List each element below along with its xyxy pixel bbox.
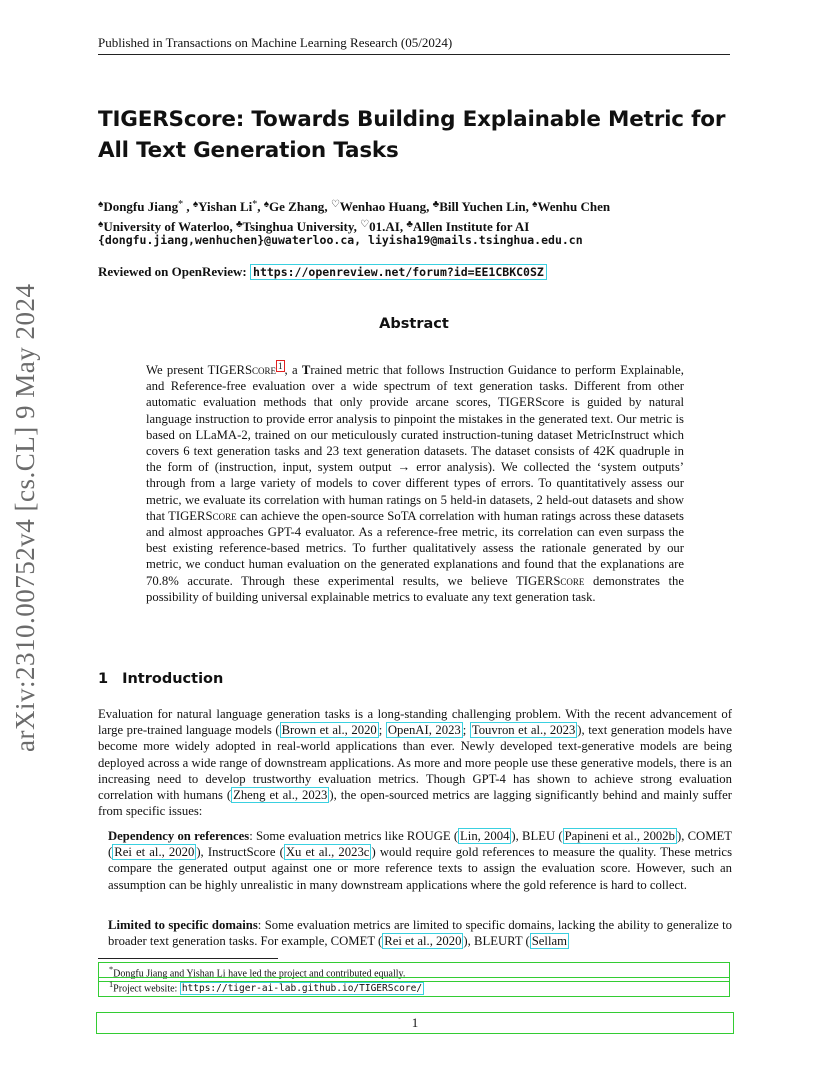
citation-link[interactable]: Zheng et al., 2023 (233, 788, 328, 803)
footnote-rule (98, 958, 278, 959)
section-heading: 1 Introduction (98, 671, 224, 687)
citation-link[interactable]: Brown et al., 2020 (281, 723, 377, 738)
author-emails: {dongfu.jiang,wenhuchen}@uwaterloo.ca, liyisha19@mails.tsinghua.edu.cn (98, 233, 583, 247)
abstract-body: We present TIGERScore $^1$ , a Trained metric that follows Instruction Guidance to perform Explainable, and Reference-free evaluation over a wide spectrum of text generation tasks. Different from other automatic evaluation methods that only provide arcane scores, TIGERScore is guided by natural language instruction to provide error analysis to pinpoint the mistakes in the generated text. Our metric is based on LLaMA-2, trained on our meticulously curated instruction-tuning dataset MetricInstruct which covers 6 text generation tasks and 23 text generation datasets. The dataset consists of 42K quadruple in the form of (instruction, input, system output → error analysis). We collected the ‘system outputs’ through from a large variety of models to cover different types of errors. To quantitatively assess our metric, we evaluate its correlation with human ratings on 5 held-in datasets, 2 held-out datasets and show that TIGERScore can achieve the open-source SoTA correlation with human ratings across these datasets and almost approaches GPT-4 evaluator. As a reference-free metric, its correlation can even surpass the best existing reference-based metrics. To further qualitatively assess the rationale generated by our metric, we conduct human evaluation on the generated explanations and found that the explanations are 70.8% accurate. Through these experimental results, we believe TIGERScore demonstrates the possibility of building universal explainable metrics to evaluate any text generation task. (146, 361, 685, 604)
footnote-2: $^1$Project website: https://tiger-ai-lab.github.io/TIGERScore/ (98, 977, 730, 997)
citation-link[interactable]: Papineni et al., 2002b (564, 829, 675, 843)
citation-link[interactable]: OpenAI, 2023 (387, 723, 461, 738)
issue-item-domains: Limited to specific domains: Some evaluation metrics are limited to specific domains, lacking the ability to generalize to broader text generation tasks. For example, COMET ( Rei et al., 2020 ), BLEURT ( Sellam (108, 918, 732, 949)
author-list (98, 196, 738, 236)
page-number: 1 (96, 1012, 734, 1034)
citation-link[interactable]: Rei et al., 2020 (114, 845, 195, 860)
issue-item-references: Dependency on references: Some evaluation metrics like ROUGE ( Lin, 2004 ), BLEU ( Papineni et al., 2002b ), COMET ( Rei et al., 2020 ), InstructScore ( Xu et al., 2023c ) would require gold references to measure the quality. These metrics compare the generated output against one or more reference texts to assign the evaluation score. However, such an assumption can be highly unrealistic in many downstream applications where the gold reference is hard to collect. (108, 829, 733, 892)
openreview-link[interactable]: https://openreview.net/forum?id=EE1CBKC0SZ (250, 264, 547, 280)
citation-link[interactable]: Sellam (531, 934, 567, 949)
intro-paragraph: Evaluation for natural language generation tasks is a long-standing challenging problem. With the recent advancement of large pre-trained language models ( Brown et al., 2020 ; OpenAI, 2023 ; Touvron et al., 2023 ), text generation models have become more widely adopted in real-world applications than ever. Newly developed text-generative models are being deployed across a wide range of downstream applications. As more and more people use these generative models, there is an increasing need to develop trustworthy evaluation metrics. Though GPT-4 has shown to achieve strong evaluation correlation with humans ( Zheng et al., 2023 ), the open-sourced metrics are lagging significantly behind and mainly suffer from specific issues: (98, 707, 732, 819)
abstract-heading: Abstract (379, 316, 449, 332)
citation-link[interactable]: Rei et al., 2020 (384, 934, 462, 949)
reviewed-label: Reviewed on OpenReview: (98, 264, 247, 279)
citation-link[interactable]: Lin, 2004 (460, 829, 510, 843)
footnote-link[interactable]: 1 (278, 361, 283, 371)
project-website-link[interactable]: https://tiger-ai-lab.github.io/TIGERScore/ (181, 983, 423, 995)
footnote-1: *Dongfu Jiang and Yishan Li have led the project and contributed equally. (98, 962, 730, 982)
authors-line: ♠Dongfu Jiang* , ♠Yishan Li*, ♠Ge Zhang, ♡Wenhao Huang, ♣Bill Yuchen Lin, ♠Wenhu Chen (98, 199, 611, 214)
running-header: Published in Transactions on Machine Learning Research (05/2024) (98, 35, 730, 55)
reviewed-line (98, 264, 547, 280)
arxiv-stamp: arXiv:2310.00752v4 [cs.CL] 9 May 2024 (10, 283, 40, 752)
affiliations-line: ♠University of Waterloo, ♣Tsinghua University, ♡01.AI, ♣Allen Institute for AI (98, 219, 530, 234)
citation-link[interactable]: Xu et al., 2023c (285, 845, 370, 860)
paper-title: TIGERScore: Towards Building Explainable Metric for All Text Generation Tasks (98, 107, 726, 163)
citation-link[interactable]: Touvron et al., 2023 (471, 723, 576, 738)
